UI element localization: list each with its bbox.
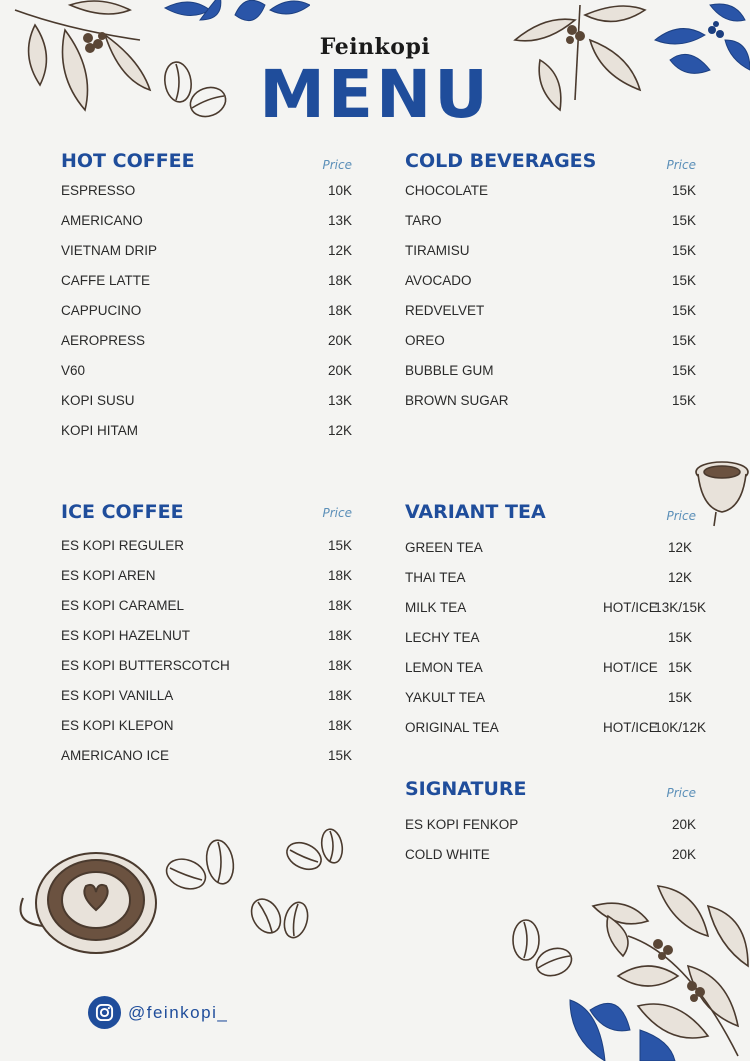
menu-item (61, 333, 352, 363)
item-name: ES KOPI REGULER (61, 538, 185, 553)
price-label: Price (666, 786, 696, 800)
menu-item (405, 570, 706, 600)
menu-item (61, 243, 352, 273)
item-note: HOT/ICE (603, 720, 658, 735)
menu-item (405, 720, 706, 750)
item-price: 18K (327, 303, 352, 318)
item-name: ORIGINAL TEA (405, 720, 499, 735)
menu-item (405, 333, 696, 363)
item-price: 15K (671, 333, 696, 348)
item-price: 15K (667, 630, 692, 645)
item-price: 18K (327, 568, 352, 583)
menu-item (405, 183, 696, 213)
menu-item (61, 393, 352, 423)
item-price: 15K (671, 363, 696, 378)
item-name: AVOCADO (405, 273, 472, 288)
menu-item (405, 847, 696, 877)
item-price: 18K (327, 598, 352, 613)
item-name: REDVELVET (405, 303, 485, 318)
section-header (405, 778, 696, 817)
menu-item (61, 303, 352, 333)
item-price: 12K (667, 540, 692, 555)
item-price: 13K/15K (654, 600, 706, 615)
item-price: 10K/12K (654, 720, 706, 735)
item-name: ES KOPI BUTTERSCOTCH (61, 658, 230, 673)
item-price: 18K (327, 273, 352, 288)
item-name: COLD WHITE (405, 847, 490, 862)
item-price: 20K (327, 333, 352, 348)
price-label: Price (666, 158, 696, 172)
section-title: VARIANT TEA (405, 501, 546, 523)
section-header (61, 150, 352, 183)
item-price: 18K (327, 718, 352, 733)
cold-beverages-section (405, 150, 696, 423)
price-label: Price (666, 509, 696, 523)
menu-item (405, 600, 706, 630)
item-price: 13K (327, 213, 352, 228)
item-name: ES KOPI CARAMEL (61, 598, 185, 613)
menu-item (61, 538, 352, 568)
menu-item (61, 423, 352, 453)
item-price: 13K (327, 393, 352, 408)
menu-item (61, 213, 352, 243)
menu-item (405, 817, 696, 847)
item-name: KOPI SUSU (61, 393, 135, 408)
section-title: HOT COFFEE (61, 150, 195, 172)
menu-item (405, 630, 706, 660)
item-price: 12K (667, 570, 692, 585)
item-name: TARO (405, 213, 442, 228)
social-handle-text: @feinkopi_ (128, 1002, 229, 1022)
menu-item (405, 243, 696, 273)
item-name: KOPI HITAM (61, 423, 139, 438)
item-name: ES KOPI VANILLA (61, 688, 174, 703)
item-name: CAFFE LATTE (61, 273, 151, 288)
price-label: Price (322, 506, 352, 520)
menu-item (61, 598, 352, 628)
menu-item (61, 688, 352, 718)
item-name: ES KOPI HAZELNUT (61, 628, 191, 643)
coffee-branch-illustration-bottom-right (588, 876, 750, 1061)
instagram-icon (88, 996, 121, 1029)
menu-item (405, 273, 696, 303)
menu-item (405, 213, 696, 243)
item-price: 15K (667, 660, 692, 675)
item-name: BROWN SUGAR (405, 393, 509, 408)
item-price: 15K (671, 243, 696, 258)
signature-section (405, 778, 696, 877)
item-name: YAKULT TEA (405, 690, 486, 705)
item-price: 15K (667, 690, 692, 705)
section-header (405, 150, 696, 183)
item-name: GREEN TEA (405, 540, 483, 555)
item-price: 18K (327, 628, 352, 643)
item-price: 15K (327, 538, 352, 553)
item-price: 20K (671, 847, 696, 862)
item-price: 20K (671, 817, 696, 832)
item-price: 15K (671, 393, 696, 408)
item-name: THAI TEA (405, 570, 466, 585)
item-name: CHOCOLATE (405, 183, 489, 198)
page-title: MENU (259, 56, 491, 133)
item-price: 12K (327, 243, 352, 258)
section-title: SIGNATURE (405, 778, 527, 800)
item-name: OREO (405, 333, 445, 348)
menu-item (405, 393, 696, 423)
variant-tea-section (405, 501, 706, 750)
menu-item (61, 183, 352, 213)
item-name: V60 (61, 363, 86, 378)
menu-item (61, 628, 352, 658)
item-name: LEMON TEA (405, 660, 483, 675)
item-name: AMERICANO ICE (61, 748, 170, 763)
menu-item (61, 748, 352, 778)
ice-coffee-section (61, 501, 352, 778)
coffee-beans-illustration-bottom-right (508, 916, 578, 982)
item-name: LECHY TEA (405, 630, 480, 645)
item-name: ESPRESSO (61, 183, 136, 198)
menu-item (61, 363, 352, 393)
item-price: 15K (671, 213, 696, 228)
item-name: MILK TEA (405, 600, 467, 615)
item-note: HOT/ICE (603, 660, 658, 675)
section-header (405, 501, 706, 540)
item-price: 10K (327, 183, 352, 198)
menu-item (61, 568, 352, 598)
item-name: CAPPUCINO (61, 303, 142, 318)
item-name: VIETNAM DRIP (61, 243, 158, 258)
section-title: ICE COFFEE (61, 501, 184, 523)
item-name: AEROPRESS (61, 333, 146, 348)
item-name: TIRAMISU (405, 243, 470, 258)
item-name: ES KOPI AREN (61, 568, 156, 583)
item-price: 15K (671, 303, 696, 318)
section-title: COLD BEVERAGES (405, 150, 597, 172)
hot-coffee-section (61, 150, 352, 453)
menu-item (61, 718, 352, 748)
menu-item (405, 540, 706, 570)
price-label: Price (322, 158, 352, 172)
item-price: 20K (327, 363, 352, 378)
item-name: ES KOPI KLEPON (61, 718, 174, 733)
menu-item (405, 303, 696, 333)
brand-logo: Feinkopi (319, 34, 431, 60)
section-header (61, 501, 352, 538)
menu-item (405, 660, 706, 690)
social-handle[interactable] (88, 996, 228, 1029)
item-price: 18K (327, 688, 352, 703)
item-price: 15K (671, 183, 696, 198)
item-name: AMERICANO (61, 213, 143, 228)
item-price: 15K (671, 273, 696, 288)
item-note: HOT/ICE (603, 600, 658, 615)
menu-item (61, 273, 352, 303)
menu-item (405, 690, 706, 720)
menu-item (405, 363, 696, 393)
item-price: 15K (327, 748, 352, 763)
item-price: 18K (327, 658, 352, 673)
coffee-beans-illustration-bottom-left (164, 828, 354, 944)
item-price: 12K (327, 423, 352, 438)
menu-item (61, 658, 352, 688)
item-name: ES KOPI FENKOP (405, 817, 519, 832)
item-name: BUBBLE GUM (405, 363, 494, 378)
latte-art-cup-illustration (18, 848, 158, 966)
